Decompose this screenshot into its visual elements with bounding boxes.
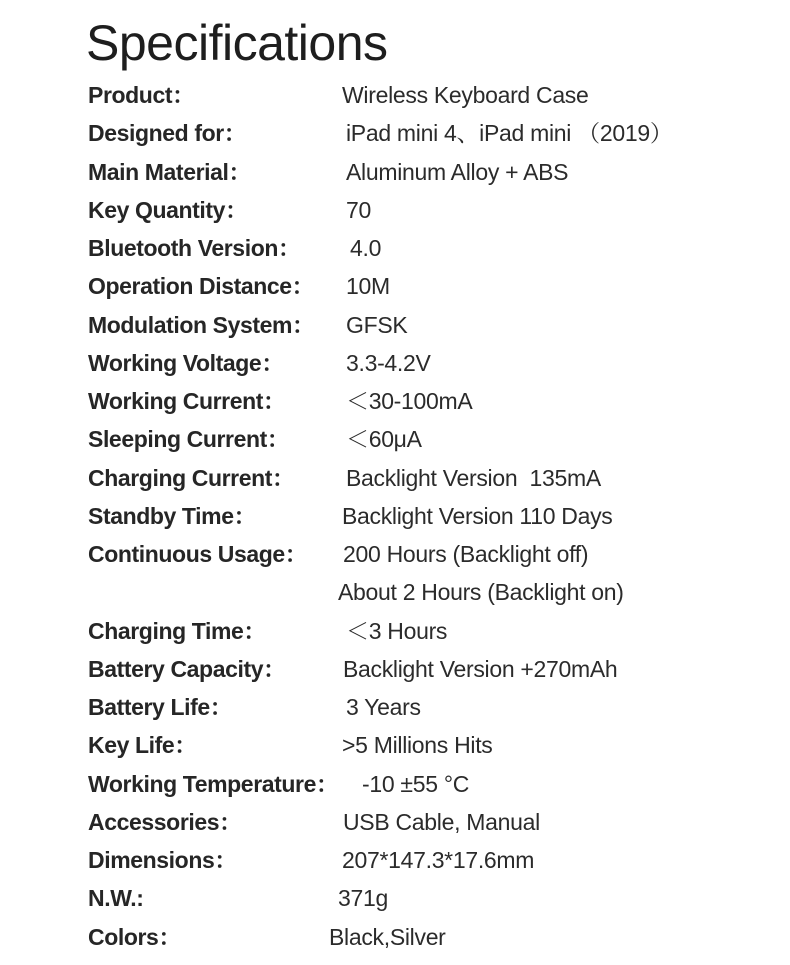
spec-value-sleeping-current: ＜60μA bbox=[346, 426, 422, 453]
spec-value-charging-time: ＜3 Hours bbox=[346, 617, 448, 644]
spec-row bbox=[0, 535, 790, 573]
spec-label-continuous-usage: Continuous Usage： bbox=[88, 541, 308, 567]
spec-value-net-weight: 371g bbox=[338, 885, 388, 912]
spec-row bbox=[0, 650, 790, 688]
spec-value-continuous-usage-backlight-on: About 2 Hours (Backlight on) bbox=[338, 579, 624, 606]
spec-label-dimensions: Dimensions： bbox=[88, 847, 237, 873]
spec-row bbox=[0, 382, 790, 420]
spec-row bbox=[0, 918, 790, 956]
spec-row bbox=[0, 153, 790, 191]
spec-value-dimensions: 207*147.3*17.6mm bbox=[342, 847, 535, 873]
spec-value-battery-life: 3 Years bbox=[346, 694, 421, 720]
spec-row bbox=[0, 229, 790, 267]
spec-label-designed-for: Designed for： bbox=[88, 120, 247, 147]
spec-value-working-current: ＜30-100mA bbox=[346, 388, 473, 414]
spec-row bbox=[0, 267, 790, 305]
spec-row bbox=[0, 726, 790, 764]
spec-value-product: Wireless Keyboard Case bbox=[342, 82, 589, 108]
page-title: Specifications bbox=[86, 15, 388, 71]
spec-value-working-voltage: 3.3-4.2V bbox=[346, 349, 431, 376]
spec-row bbox=[0, 573, 790, 611]
spec-value-operation-distance: 10M bbox=[346, 273, 390, 300]
spec-label-accessories: Accessories： bbox=[88, 808, 242, 835]
spec-row bbox=[0, 191, 790, 229]
spec-row bbox=[0, 803, 790, 841]
spec-label-net-weight: N.W.: bbox=[88, 885, 144, 912]
spec-row bbox=[0, 612, 790, 650]
spec-label-battery-life: Battery Life： bbox=[88, 694, 233, 720]
spec-value-designed-for: iPad mini 4、iPad mini （2019） bbox=[346, 120, 673, 147]
spec-label-colors: Colors： bbox=[88, 923, 182, 950]
spec-value-colors: Black,Silver bbox=[329, 923, 446, 950]
spec-label-modulation-system: Modulation System： bbox=[88, 311, 315, 338]
spec-label-key-quantity: Key Quantity： bbox=[88, 196, 248, 223]
spec-row bbox=[0, 497, 790, 535]
spec-label-key-life: Key Life： bbox=[88, 732, 197, 759]
spec-value-bluetooth-version: 4.0 bbox=[350, 235, 382, 261]
spec-label-bluetooth-version: Bluetooth Version： bbox=[88, 235, 301, 261]
spec-label-charging-current: Charging Current： bbox=[88, 464, 295, 491]
spec-label-working-temperature: Working Temperature： bbox=[88, 770, 339, 797]
spec-value-key-life: >5 Millions Hits bbox=[342, 732, 493, 759]
spec-value-continuous-usage: 200 Hours (Backlight off) bbox=[343, 541, 589, 567]
spec-row bbox=[0, 420, 790, 458]
spec-label-battery-capacity: Battery Capacity： bbox=[88, 655, 286, 682]
spec-value-modulation-system: GFSK bbox=[346, 311, 408, 338]
spec-row bbox=[0, 344, 790, 382]
spec-label-operation-distance: Operation Distance： bbox=[88, 273, 315, 300]
spec-label-charging-time: Charging Time： bbox=[88, 617, 266, 644]
spec-row bbox=[0, 841, 790, 879]
spec-value-accessories: USB Cable, Manual bbox=[343, 808, 540, 835]
spec-row bbox=[0, 765, 790, 803]
spec-row bbox=[0, 306, 790, 344]
spec-label-standby-time: Standby Time： bbox=[88, 502, 257, 529]
spec-value-main-material: Aluminum Alloy + ABS bbox=[346, 158, 569, 185]
spec-value-key-quantity: 70 bbox=[346, 196, 371, 223]
spec-label-working-current: Working Current： bbox=[88, 388, 286, 414]
spec-row bbox=[0, 76, 790, 114]
spec-label-working-voltage: Working Voltage： bbox=[88, 349, 284, 376]
spec-row bbox=[0, 459, 790, 497]
spec-row bbox=[0, 879, 790, 917]
spec-label-main-material: Main Material： bbox=[88, 158, 252, 185]
spec-row bbox=[0, 114, 790, 152]
spec-value-battery-capacity: Backlight Version +270mAh bbox=[343, 655, 618, 682]
spec-value-charging-current: Backlight Version 135mA bbox=[346, 464, 601, 491]
spec-value-working-temperature: -10 ±55 °C bbox=[362, 770, 470, 797]
spec-value-standby-time: Backlight Version 110 Days bbox=[342, 502, 613, 529]
spec-label-product: Product： bbox=[88, 82, 195, 108]
spec-list bbox=[0, 76, 790, 956]
spec-label-sleeping-current: Sleeping Current： bbox=[88, 426, 290, 453]
spec-row bbox=[0, 688, 790, 726]
